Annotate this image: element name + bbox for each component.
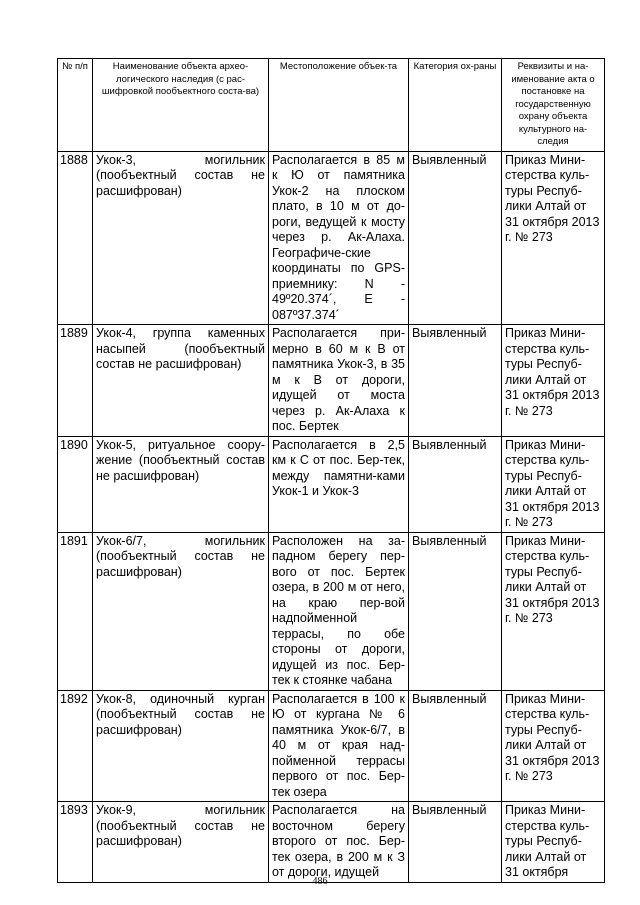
heritage-register-table — [57, 58, 605, 883]
table-header-row — [58, 59, 605, 152]
act-details: Приказ Мини-стерства куль-туры Респуб-лики Алтай от 31 октября 2013 г. № 273 — [502, 325, 605, 437]
act-details: Приказ Мини-стерства куль-туры Респуб-лики Алтай от 31 октября — [502, 802, 605, 883]
header-location: Местоположение объек-та — [269, 59, 409, 152]
protection-category: Выявленный — [409, 690, 502, 802]
object-name: Укок-3, могильник (пообъектный состав не расшифрован) — [93, 151, 269, 325]
row-number: 1888 — [58, 151, 93, 325]
object-location: Располагается в 100 к Ю от кургана № 6 памятника Укок-6/7, в 40 м от края над-пойменной террасы первого от пос. Бер-тек озера — [269, 690, 409, 802]
object-name: Укок-6/7, могильник (пообъектный состав не расшифрован) — [93, 532, 269, 690]
table-row — [58, 151, 605, 325]
protection-category: Выявленный — [409, 325, 502, 437]
row-number: 1893 — [58, 802, 93, 883]
object-location: Располагается в 2,5 км к С от пос. Бер-тек, между памятни-ками Укок-1 и Укок-3 — [269, 436, 409, 532]
object-location: Располагается при-мерно в 60 м к В от памятника Укок-3, в 35 м к В от дороги, идущей от моста через р. Ак-Алаха к пос. Бертек — [269, 325, 409, 437]
table-row — [58, 325, 605, 437]
object-location: Располагается на восточном берегу второго от пос. Бер-тек озера, в 200 м к З от дороги, идущей — [269, 802, 409, 883]
header-protection-category: Категория ох-раны — [409, 59, 502, 152]
object-name: Укок-9, могильник (пообъектный состав не расшифрован) — [93, 802, 269, 883]
row-number: 1890 — [58, 436, 93, 532]
object-name: Укок-4, группа каменных насыпей (пообъектный состав не расшифрован) — [93, 325, 269, 437]
act-details: Приказ Мини-стерства куль-туры Респуб-лики Алтай от 31 октября 2013 г. № 273 — [502, 151, 605, 325]
row-number: 1889 — [58, 325, 93, 437]
protection-category: Выявленный — [409, 802, 502, 883]
table-row — [58, 690, 605, 802]
act-details: Приказ Мини-стерства куль-туры Респуб-лики Алтай от 31 октября 2013 г. № 273 — [502, 532, 605, 690]
header-number: № п/п — [58, 59, 93, 152]
row-number: 1892 — [58, 690, 93, 802]
protection-category: Выявленный — [409, 532, 502, 690]
act-details: Приказ Мини-стерства куль-туры Респуб-лики Алтай от 31 октября 2013 г. № 273 — [502, 690, 605, 802]
row-number: 1891 — [58, 532, 93, 690]
header-act-details: Реквизиты и на-именование акта о постановке на государственную охрану объекта культурного на-следия — [502, 59, 605, 152]
protection-category: Выявленный — [409, 151, 502, 325]
object-location: Располагается в 85 м к Ю от памятника Укок-2 на плоском плато, в 10 м от до-роги, ведущей к мосту через р. Ак-Алаха. Географиче-ские координаты по GPS-приемнику: N - 49º20.374´, E - 087º37.374´ — [269, 151, 409, 325]
table-row — [58, 532, 605, 690]
object-name: Укок-5, ритуальное соору-жение (пообъектный состав не расшифрован) — [93, 436, 269, 532]
object-name: Укок-8, одиночный курган (пообъектный состав не расшифрован) — [93, 690, 269, 802]
page-number: 486 — [312, 876, 328, 887]
table-row — [58, 436, 605, 532]
act-details: Приказ Мини-стерства куль-туры Респуб-лики Алтай от 31 октября 2013 г. № 273 — [502, 436, 605, 532]
protection-category: Выявленный — [409, 436, 502, 532]
object-location: Расположен на за-падном берегу пер-вого от пос. Бертек озера, в 200 м от него, на краю пер-вой надпойменной террасы, по обе стороны от дороги, идущей из пос. Бер-тек к стоянке чабана — [269, 532, 409, 690]
table-row — [58, 802, 605, 883]
header-object-name: Наименование объекта архео-логического наследия (с рас-шифровкой пообъектного соста-ва) — [93, 59, 269, 152]
